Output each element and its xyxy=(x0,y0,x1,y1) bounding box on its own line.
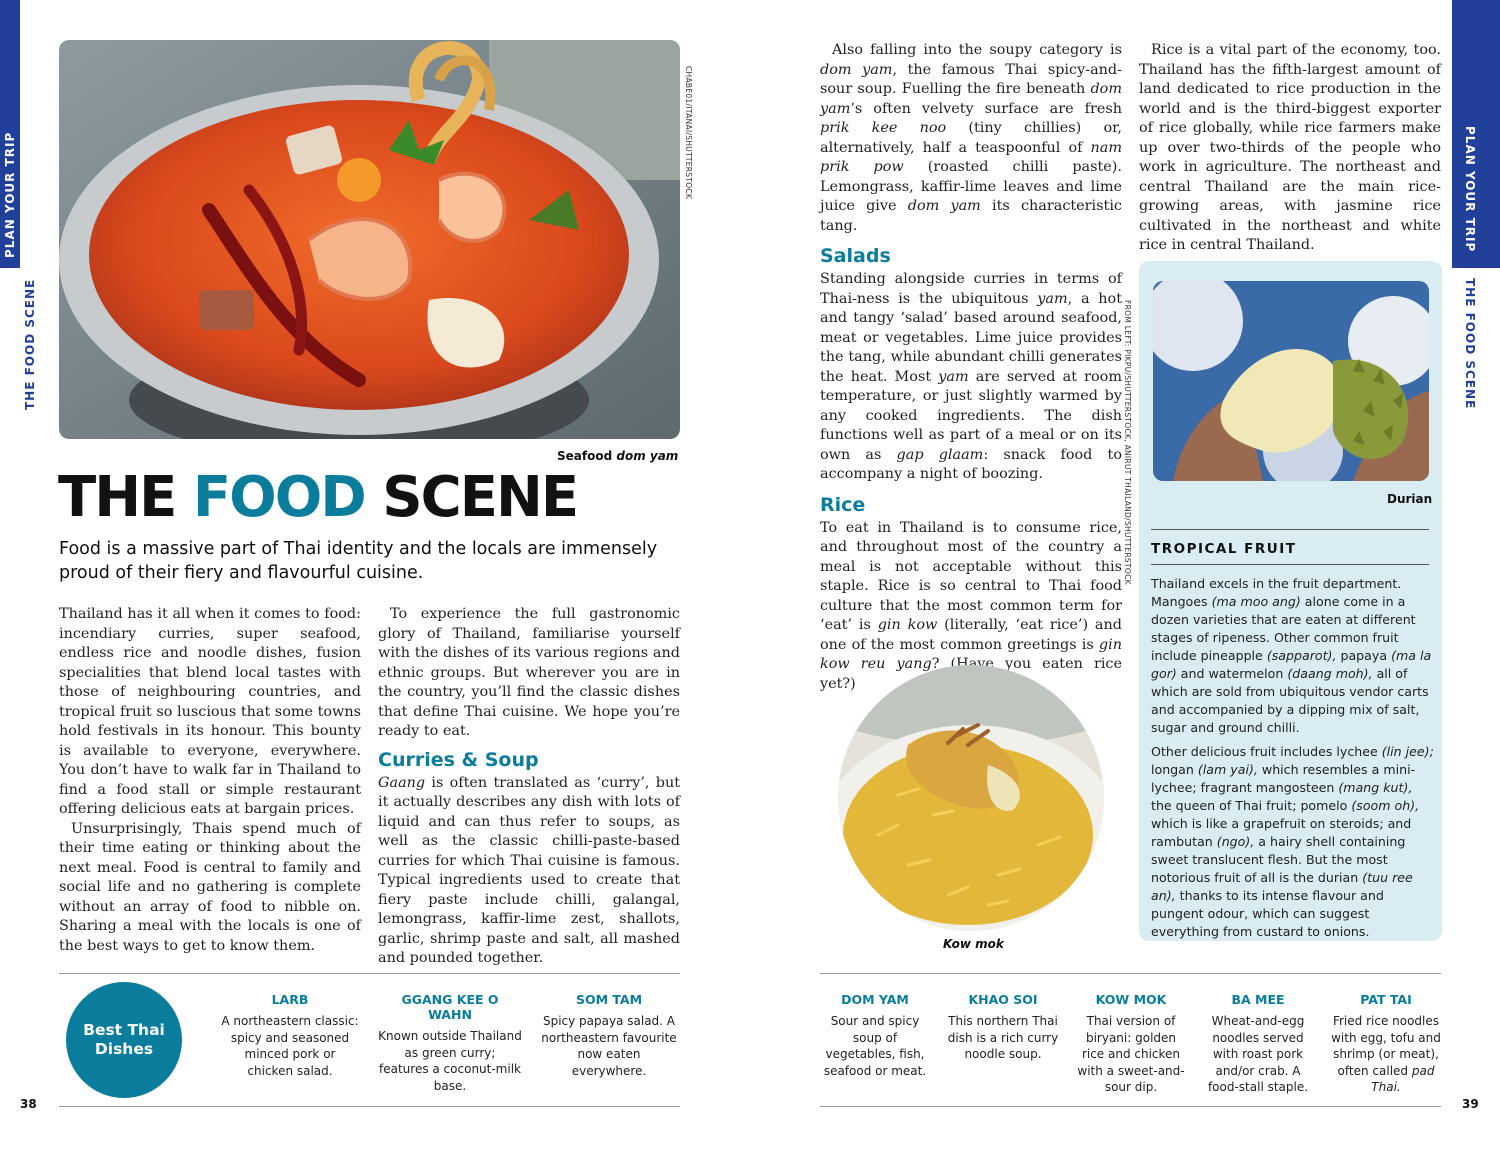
dish-name: KHAO SOI xyxy=(968,992,1038,1007)
sidebar-divider xyxy=(1151,529,1429,530)
page-number-left: 38 xyxy=(20,1097,37,1111)
dish-item xyxy=(946,992,1060,1063)
dom-yam-illustration xyxy=(59,40,680,439)
dish-name: SOM TAM xyxy=(575,992,643,1007)
headline-accent: FOOD xyxy=(192,465,365,530)
kow-mok-photo xyxy=(838,665,1104,931)
section-tab-left-label: PLAN YOUR TRIP xyxy=(3,131,17,258)
main-photo-caption: Seafood dom yam xyxy=(557,449,679,463)
standfirst: Food is a massive part of Thai identity and the locals are immensely proud of their fiery and flavourful cuisine. xyxy=(59,539,658,583)
durian-illustration xyxy=(1153,281,1429,481)
dish-description: Fried rice noodles with egg, tofu and shrimp (or meat), often called pad Thai. xyxy=(1331,1014,1441,1094)
tropical-fruit-sidebar xyxy=(1139,261,1442,941)
sidebar-title: TROPICAL FRUIT xyxy=(1151,541,1297,557)
best-dishes-badge-label: Best Thai Dishes xyxy=(83,1021,165,1058)
body-paragraph: Gaang is often translated as ‘curry’, but it actually describes any dish with lots of liquid and can thus refer to soups, as well as the classic chilli-paste-based curries for which Thai cuisine is famous. Typical ingredients used to create that fiery paste include chilli, galangal, lemongrass, kaffir-lime zest, shallots, garlic, shrimp paste and salt, all mashed and pounded together. xyxy=(378,774,680,966)
kow-mok-caption: Kow mok xyxy=(943,937,1004,951)
durian-photo xyxy=(1153,281,1429,481)
photo-credit-main: CHABE01/ITANAI/SHUTTERSTOCK xyxy=(684,66,693,200)
sidebar-divider xyxy=(1151,564,1429,565)
bottom-rule-bottom-left xyxy=(59,1106,680,1107)
body-column-4 xyxy=(1139,41,1441,256)
sidebar-text xyxy=(1151,575,1435,947)
photo-credit-right: FROM LEFT: PIKPU/SHUTTERSTOCK, ANIRUT THAILAND/SHUTTERSTOCK xyxy=(1123,300,1132,585)
bottom-rule-bottom-right xyxy=(820,1106,1441,1107)
dish-name: LARB xyxy=(271,992,309,1007)
body-paragraph: To eat in Thailand is to consume rice, and throughout most of the country a meal is not acceptable without this staple. Rice is so central to Thai food culture that the most common term for ‘eat’ is gin kow (literally, ‘eat rice’) and one of the most common greetings is gin kow reu yang? (Have you eaten rice yet?) xyxy=(820,519,1122,692)
dish-description: A northeastern classic: spicy and seasoned minced pork or chicken salad. xyxy=(221,1014,359,1078)
dish-description: Thai version of biryani: golden rice and chicken with a sweet-and-sour dip. xyxy=(1077,1014,1185,1094)
body-paragraph: Also falling into the soupy category is dom yam, the famous Thai spicy-and-sour soup. Fuelling the fire beneath dom yam’s often velvety surface are fresh prik kee noo (tiny chillies) or, alternatively, half a teaspoonful of nam prik pow (roasted chilli paste). Lemongrass, kaffir-lime leaves and lime juice give dom yam its characteristic tang. xyxy=(820,42,1123,234)
seafood-dom-yam-photo xyxy=(59,40,680,439)
dish-description: Wheat-and-egg noodles served with roast pork and/or crab. A food-stall staple. xyxy=(1207,1014,1309,1094)
best-dishes-badge xyxy=(66,982,182,1098)
dish-description: Known outside Thailand as green curry; features a coconut-milk base. xyxy=(378,1029,522,1093)
salads-heading: Salads xyxy=(820,245,891,267)
bottom-rule-top-left xyxy=(59,973,680,974)
dish-name: GGANG KEE O WAHN xyxy=(401,992,499,1022)
dish-item xyxy=(221,992,359,1079)
dish-description: This northern Thai dish is a rich curry noodle soup. xyxy=(947,1014,1059,1061)
dish-name: DOM YAM xyxy=(841,992,909,1007)
page-number-right: 39 xyxy=(1462,1097,1479,1111)
page-headline: THE FOOD SCENE xyxy=(58,465,578,530)
kow-mok-illustration xyxy=(838,665,1104,931)
dish-item xyxy=(539,992,679,1079)
sidebar-paragraph: Thailand excels in the fruit department. Mangoes (ma moo ang) alone come in a dozen varieties that are eaten at different stages of ripeness. Other common fruit include pineapple (sapparot), papaya (ma la gor) and watermelon (daang moh), all of which are sold from ubiquitous vendor carts and accompanied by a dipping mix of salt, sugar and ground chilli. xyxy=(1151,576,1432,735)
bottom-rule-top-right xyxy=(820,973,1441,974)
dish-item xyxy=(822,992,928,1079)
body-column-3 xyxy=(820,41,1122,694)
curries-soup-heading: Curries & Soup xyxy=(378,748,539,771)
dish-name: PAT TAI xyxy=(1360,992,1412,1007)
dish-name: BA MEE xyxy=(1231,992,1285,1007)
chapter-tab-right-label: THE FOOD SCENE xyxy=(1463,278,1477,410)
body-paragraph: To experience the full gastronomic glory of Thailand, familiarise yourself with the dishes of its various regions and ethnic groups. But wherever you are in the country, you’ll find the classic dishes that define Thai cuisine. We hope you’re ready to eat. xyxy=(378,606,680,739)
body-column-2 xyxy=(378,605,680,969)
sidebar-paragraph: Other delicious fruit includes lychee (lin jee); longan (lam yai), which resembles a mini-lychee; fragrant mangosteen (mang kut), the queen of Thai fruit; pomelo (soom oh), which is like a grapefruit on steroids; and rambutan (ngo), a hairy shell containing sweet translucent flesh. But the most notorious fruit of all is the durian (tuu ree an), thanks to its intense flavour and pungent odour, which can suggest everything from custard to onions. xyxy=(1151,744,1434,939)
dish-name: KOW MOK xyxy=(1095,992,1167,1007)
body-column-1 xyxy=(59,605,361,956)
dish-item xyxy=(378,992,522,1094)
dish-item xyxy=(1202,992,1314,1096)
rice-heading: Rice xyxy=(820,493,866,516)
section-tab-right-label: PLAN YOUR TRIP xyxy=(1463,126,1477,253)
body-paragraph: Unsurprisingly, Thais spend much of their time eating or thinking about the next meal. Food is central to family and social life and no gathering is complete without an array of food to nibble on. Sharing a meal with the locals is one of the best ways to get to know them. xyxy=(59,820,361,954)
dish-description: Spicy papaya salad. A northeastern favourite now eaten everywhere. xyxy=(541,1014,677,1078)
chapter-tab-left-label: THE FOOD SCENE xyxy=(23,278,37,410)
body-paragraph: Thailand has it all when it comes to food: incendiary curries, super seafood, endless rice and noodle dishes, fusion specialities that blend local tastes with those of neighbouring countries, and tropical fruit so luscious that some towns hold festivals in its honour. This bounty is available to everyone, everywhere. You don’t have to walk far in Thailand to find a food stall or simple restaurant offering delicious eats at bargain prices. xyxy=(59,606,362,817)
dish-item xyxy=(1074,992,1188,1096)
body-paragraph: Rice is a vital part of the economy, too. Thailand has the fifth-largest amount of land dedicated to rice production in the world and is the third-biggest exporter of rice globally, while rice farmers make up over two-thirds of the people who work in agriculture. The northeast and central Thailand are the main rice-growing areas, with jasmine rice cultivated in the northeast and white rice in central Thailand. xyxy=(1139,42,1441,253)
durian-caption: Durian xyxy=(1387,492,1433,506)
dish-item xyxy=(1330,992,1442,1096)
dish-description: Sour and spicy soup of vegetables, fish, seafood or meat. xyxy=(823,1014,927,1078)
body-paragraph: Standing alongside curries in terms of Thai-ness is the ubiquitous yam, a hot and tangy ‘salad’ based around seafood, meat or vegetables. Lime juice provides the tang, while abundant chilli generates the heat. Most yam are served at room temperature, or just slightly warmed by any cooked ingredients. The dish functions well as part of a meal or on its own as gap glaam: snack food to accompany a night of boozing. xyxy=(820,271,1122,482)
